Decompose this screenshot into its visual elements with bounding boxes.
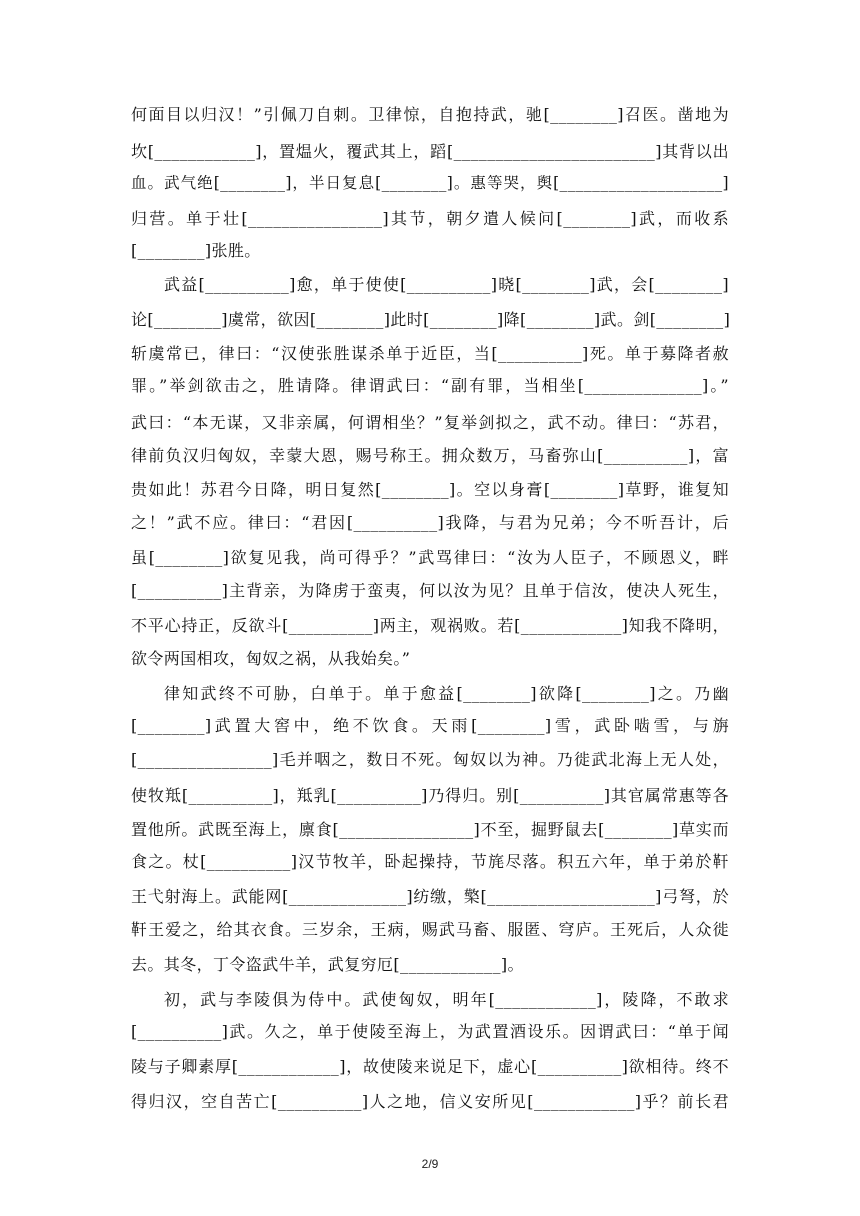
page-number: 2/9 xyxy=(421,1157,439,1171)
text-line: 何面目以归汉！”引佩刀自刺。卫律惊，自抱持武，驰[________]召医。凿地为 xyxy=(131,105,729,124)
text-line: 归营。单于壮[________________]其节，朝夕遣人候问[________]武，而收系 xyxy=(131,209,729,228)
text-line: 陵与子卿素厚[____________]，故使陵来说足下，虚心[__________]欲相待。终不 xyxy=(131,1057,729,1076)
text-line: 使牧羝[__________]，羝乳[__________]乃得归。别[__________]其官属常惠等各 xyxy=(131,786,729,805)
text-line: 血。武气绝[________]，半日复息[________]。惠等哭，舆[____________________] xyxy=(131,174,729,192)
text-line: [________]武置大窖中，绝不饮食。天雨[________]雪，武卧啮雪，与旃 xyxy=(131,716,729,735)
text-line: 罪。”举剑欲击之，胜请降。律谓武曰：“副有罪，当相坐[______________]。” xyxy=(131,376,729,395)
text-line: 武曰：“本无谋，又非亲属，何谓相坐？”复举剑拟之，武不动。律曰：“苏君， xyxy=(131,413,729,432)
text-line: 论[________]虞常，欲因[________]此时[________]降[________]武。剑[________] xyxy=(131,310,731,329)
text-line: 得归汉，空自苦亡[__________]人之地，信义安所见[____________]乎？前长君 xyxy=(131,1092,729,1111)
text-line: [__________]主背亲，为降虏于蛮夷，何以汝为见？且单于信汝，使决人死生， xyxy=(131,581,729,600)
text-line: 食之。杖[__________]汉节牧羊，卧起操持，节旄尽落。积五六年，单于弟於靬 xyxy=(131,852,729,871)
text-line: 不平心持正，反欲斗[__________]两主，观祸败。若[____________]知我不降明， xyxy=(131,616,729,635)
text-line: 律前负汉归匈奴，幸蒙大恩，赐号称王。拥众数万，马畜弥山[__________]，富 xyxy=(131,446,729,465)
text-line: [________________]毛并咽之，数日不死。匈奴以为神。乃徙武北海上无人处， xyxy=(131,750,729,769)
text-line: 坎[____________]，置煴火，覆武其上，蹈[________________________]其背以出 xyxy=(131,142,729,161)
text-line: 靬王爱之，给其衣食。三岁余，王病，赐武马畜、服匿、穹庐。王死后，人众徙 xyxy=(131,920,729,939)
text-line: [________]张胜。 xyxy=(131,241,261,260)
text-line: 欲令两国相攻，匈奴之祸，从我始矣。” xyxy=(131,649,411,668)
text-line: 王弋射海上。武能网[______________]纺缴，檠[____________________]弓弩，於 xyxy=(131,887,729,906)
paragraph-first-line: 初，武与李陵俱为侍中。武使匈奴，明年[____________]，陵降，不敢求 xyxy=(164,990,729,1009)
paragraph-first-line: 律知武终不可胁，白单于。单于愈益[________]欲降[________]之。乃幽 xyxy=(164,684,729,703)
text-line: 斩虞常已，律曰：“汉使张胜谋杀单于近臣，当[__________]死。单于募降者赦 xyxy=(131,344,729,363)
paragraph-first-line: 武益[__________]愈，单于使使[__________]晓[________]武，会[________] xyxy=(164,275,729,294)
text-line: [__________]武。久之，单于使陵至海上，为武置酒设乐。因谓武曰：“单于闻 xyxy=(131,1022,729,1041)
text-line: 去。其冬，丁令盗武牛羊，武复穷厄[____________]。 xyxy=(131,955,524,974)
text-line: 之！”武不应。律曰：“君因[__________]我降，与君为兄弟；今不听吾计，后 xyxy=(131,513,729,532)
text-line: 贵如此！苏君今日降，明日复然[________]。空以身膏[________]草野，谁复知 xyxy=(131,480,729,499)
text-line: 置他所。武既至海上，廪食[________________]不至，掘野鼠去[________]草实而 xyxy=(131,820,729,839)
text-line: 虽[________]欲复见我，尚可得乎？”武骂律曰：“汝为人臣子，不顾恩义，畔 xyxy=(131,548,729,567)
